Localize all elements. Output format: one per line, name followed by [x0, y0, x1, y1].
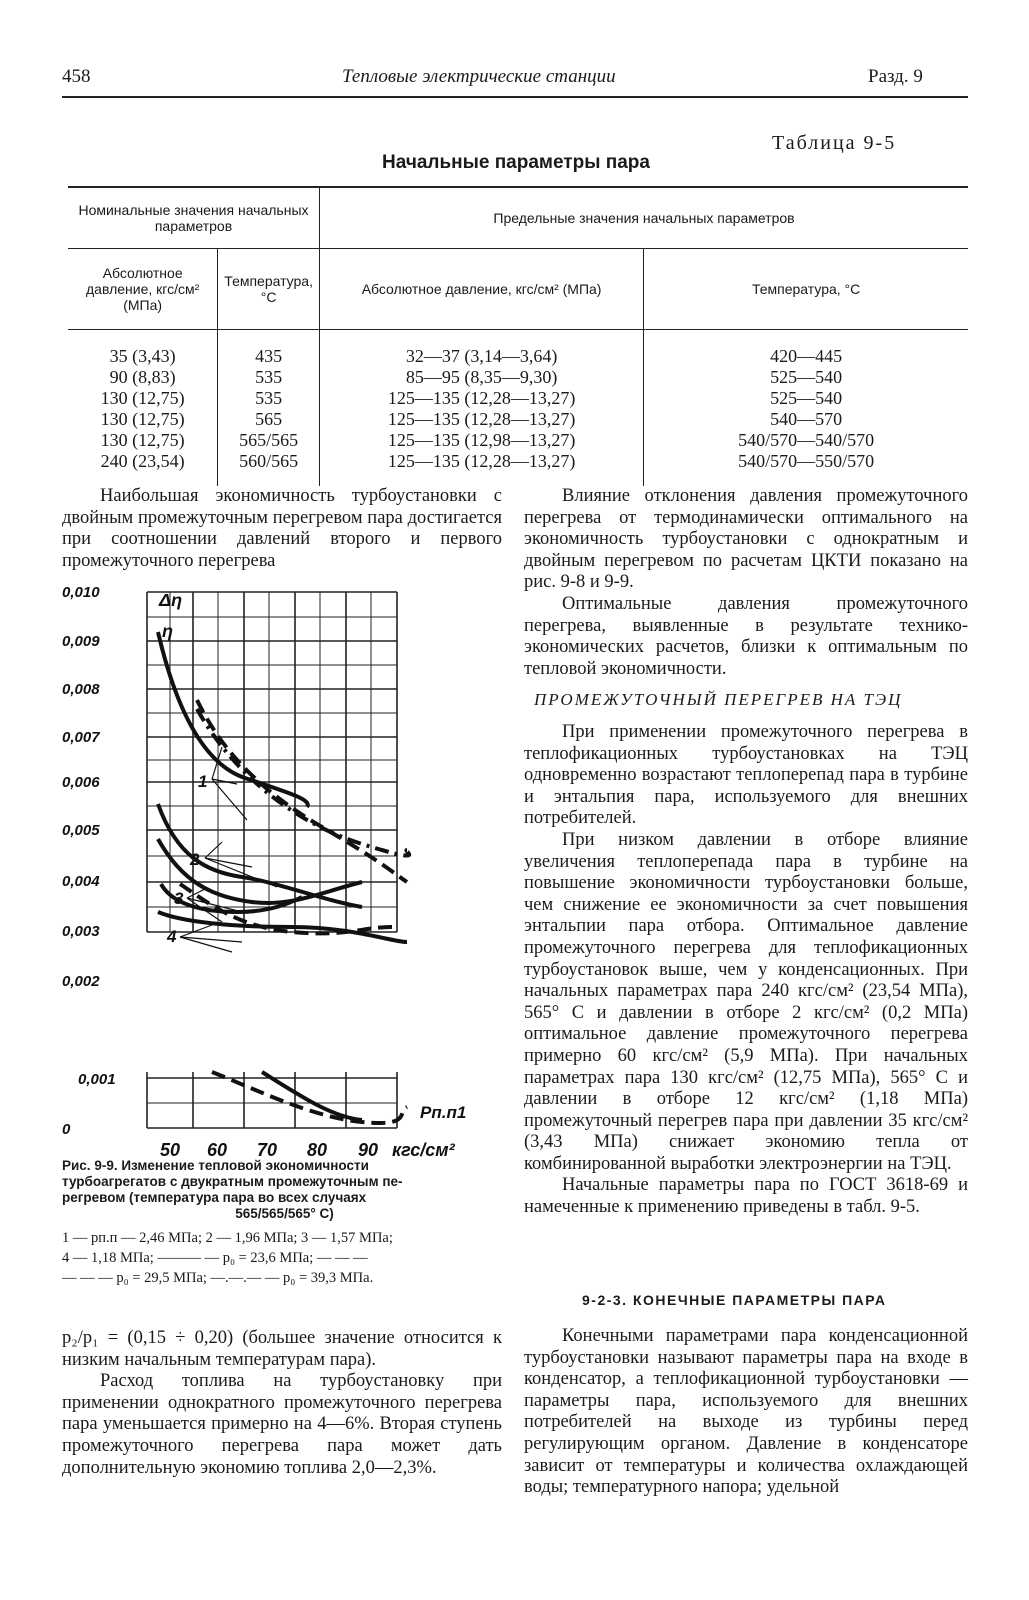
y-axis-label-bottom: η	[162, 621, 173, 641]
section-label: Разд. 9	[868, 66, 923, 87]
right-body: При применении промежуточного перегрева в теплофикационных турбоустановках на ТЭЦ одновременно возрастают теплоперепад пара в турбине и энтальпия пара, используемого для внешних потребителей. При низком давлении в отборе влияние увеличения теплоперепада пара в турбине на повышение экономичности турбоустановки больше, чем снижение ее экономичности за счет повышения энтальпии пара отбора. Оптимальное давление промежуточного перегрева для теплофикационных турбоустановок выше, чем у конденсационных. При начальных параметрах пара 240 кгс/см² (23,54 МПа), 565° С и давлении в отборе 2 кгс/см² (0,2 МПа) оптимальное давление промежуточного перегрева примерно 60 кгс/см² (5,9 МПа). При начальных параметрах пара 130 кгс/см² (12,75 МПа), 565° С и давлении в отборе 12 кгс/см² (1,18 МПа) промежуточный перегрев пара при давлении 35 кгс/см² (3,43 МПа) снижает экономию тепла от комбинированной выработки электроэнергии на ТЭЦ. Начальные параметры пара по ГОСТ 3618-69 и намеченные к применению приведены в табл. 9-5.	[524, 722, 968, 1218]
section-heading-923: 9-2-3. КОНЕЧНЫЕ ПАРАМЕТРЫ ПАРА	[582, 1292, 887, 1308]
table-cell: 565	[218, 409, 320, 430]
page-number: 458	[62, 66, 91, 87]
table-row	[68, 388, 968, 409]
y-tick-label: 0,006	[62, 774, 100, 791]
table-cell: 420—445	[644, 330, 968, 368]
table-cell: 525—540	[644, 367, 968, 388]
curve-2-dash	[158, 839, 362, 903]
table-cell: 535	[218, 367, 320, 388]
table-cell: 535	[218, 388, 320, 409]
table-cell: 540/570—540/570	[644, 430, 968, 451]
table-cell: 560/565	[218, 451, 320, 486]
table-row	[68, 451, 968, 486]
running-title: Тепловые электрические станции	[342, 66, 616, 87]
table-cell: 130 (12,75)	[100, 388, 185, 408]
col-nom-pressure: Абсолютное давление, кгс/см² (МПа)	[68, 249, 218, 330]
table-cell: 90 (8,83)	[109, 367, 176, 387]
curve-label-2: 2	[190, 850, 200, 869]
table-cell: 435	[218, 330, 320, 368]
y-tick-label: 0,007	[62, 729, 100, 746]
table-body	[68, 330, 968, 487]
table-cell: 125—135 (12,98—13,27)	[319, 430, 643, 451]
group-limit-header: Предельные значения начальных параметров	[319, 188, 968, 249]
table-cell: 125—135 (12,28—13,27)	[319, 409, 643, 430]
right-intro: Влияние отклонения давления промежуточного перегрева от термодинамически оптимального на экономичность турбоустановки с однократным и двойным перегревом по расчетам ЦКТИ показано на рис. 9-8 и 9-9. Оптимальные давления промежуточного перегрева, выявленные в результате технико-экономических расчетов, близки к оптимальным по тепловой экономичности.	[524, 486, 968, 679]
table-row	[68, 409, 968, 430]
y-tick-label: 0,001	[78, 1071, 116, 1088]
group-nominal-header: Номинальные значения начальных параметров	[68, 188, 319, 249]
y-tick-labels-shifted	[62, 973, 100, 990]
table-cell: 540/570—550/570	[644, 451, 968, 486]
y-tick-label: 0,005	[62, 822, 100, 839]
y-tick-label: 0,002	[62, 973, 100, 990]
left-ratio: p₂/p₁ = (0,15 ÷ 0,20) (большее значение относится к низким начальным температурам пара). Расход топлива на турбоустановку при применении однократного промежуточного перегрева пара уменьшается примерно на 4—6%. Вторая ступень промежуточного перегрева пара может дать дополнительную экономию топлива 2,0—2,3%.	[62, 1328, 502, 1478]
header-rule	[62, 96, 968, 98]
figure-lower-axis	[62, 1072, 507, 1162]
table-cell: 85—95 (8,35—9,30)	[319, 367, 643, 388]
table-cell: 525—540	[644, 388, 968, 409]
table-title: Начальные параметры пара	[382, 152, 650, 173]
table-row	[68, 330, 968, 368]
table-cell: 32—37 (3,14—3,64)	[319, 330, 643, 368]
y-tick-label: 0,004	[62, 873, 100, 890]
y-tick-label: 0,008	[62, 681, 100, 698]
x-tick-label: 90	[358, 1140, 379, 1160]
curve-label-3: 3	[174, 889, 184, 908]
figure-legend: 1 — pп.п — 2,46 МПа; 2 — 1,96 МПа; 3 — 1,57 МПа; 4 — 1,18 МПа; ——— — p₀ = 23,6 МПа; — — — — — — p₀ = 29,5 МПа; —.—.— — p₀ = 39,3 МПа.	[62, 1230, 393, 1286]
x-tick-label: 80	[307, 1140, 328, 1160]
figure-caption: Рис. 9-9. Изменение тепловой экономичности турбоагрегатов с двукратным промежуточным пе- регревом (температура пара во всех случаях 565/565/565° С)	[62, 1158, 403, 1221]
left-intro: Наибольшая экономичность турбоустановки с двойным промежуточным перегревом пара достигается при соотношении давлений второго и первого промежуточного перегрева	[62, 486, 502, 571]
x-axis-label: Pп.п1	[420, 1103, 467, 1122]
col-lim-temp: Температура, °С	[644, 249, 968, 330]
table-row	[68, 430, 968, 451]
y-tick-label: 0,009	[62, 633, 100, 650]
figure-lower	[62, 1072, 507, 1162]
figure-9-9	[62, 582, 512, 990]
table-cell: 130 (12,75)	[100, 409, 185, 429]
table-cell: 125—135 (12,28—13,27)	[319, 451, 643, 486]
table-cell: 240 (23,54)	[100, 451, 185, 471]
figure-curves	[158, 632, 409, 942]
table-row	[68, 367, 968, 388]
params-table	[68, 188, 968, 486]
y-tick-labels	[62, 584, 100, 940]
x-axis-unit: кгс/см²	[392, 1140, 455, 1160]
table-cell: 540—570	[644, 409, 968, 430]
y-axis-label-top: Δη	[159, 590, 183, 610]
curve-label-4: 4	[167, 927, 177, 946]
y-tick-label: 0	[62, 1121, 71, 1138]
table-cell: 130 (12,75)	[100, 430, 185, 450]
y-tick-label: 0,010	[62, 584, 100, 601]
table-cell: 125—135 (12,28—13,27)	[319, 388, 643, 409]
y-tick-label: 0,003	[62, 923, 100, 940]
section-heading-tec: ПРОМЕЖУТОЧНЫЙ ПЕРЕГРЕВ НА ТЭЦ	[534, 690, 903, 709]
table-cell: 565/565	[218, 430, 320, 451]
right-final: Конечными параметрами пара конденсационной турбоустановки называют параметры пара на входе в конденсатор, а теплофикационной турбоустановки — параметры пара, используемого для внешних потребителей на выходе из турбины перед регулирующим органом. Давление в конденсаторе зависит от температуры и количества охлаждающей воды; температурного напора; удельной	[524, 1326, 968, 1498]
col-lim-pressure: Абсолютное давление, кгс/см² (МПа)	[319, 249, 643, 330]
curve-label-1: 1	[198, 772, 208, 791]
table-number: Таблица 9-5	[772, 132, 897, 154]
x-tick-label: 60	[207, 1140, 228, 1160]
x-tick-label: 70	[257, 1140, 278, 1160]
table-cell: 35 (3,43)	[109, 346, 176, 366]
curve-1-solid	[158, 632, 308, 807]
col-nom-temp: Температура, °С	[218, 249, 320, 330]
x-tick-label: 50	[160, 1140, 181, 1160]
curve-1-dash	[197, 700, 407, 882]
